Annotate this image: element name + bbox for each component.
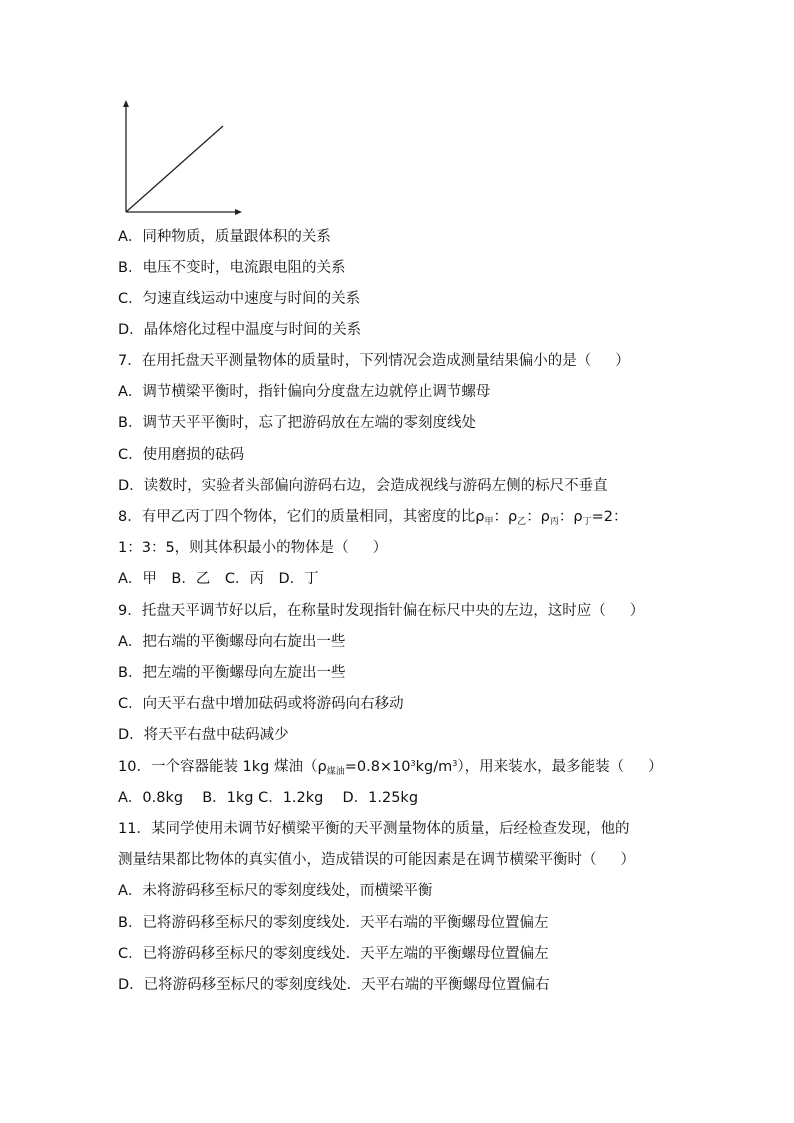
q6-option-c: C．匀速直线运动中速度与时间的关系 (118, 291, 361, 307)
q11-option-a: A．未将游码移至标尺的零刻度线处，而横梁平衡 (118, 883, 433, 899)
q8-stem-line2: 1：3：5，则其体积最小的物体是（ ） (118, 540, 388, 556)
q10-stem: 10．一个容器能装 1kg 煤油$(\rho_{煤油}=0.8\times 10^3kg/m^3)$，用来装水，最多能装（ ） (118, 759, 663, 777)
q8-options: A．甲 B．乙 C．丙 D．丁 (118, 571, 319, 587)
q7-stem: 7．在用托盘天平测量物体的质量时，下列情况会造成测量结果偏小的是（ ） (118, 353, 630, 369)
graph-line (126, 126, 223, 212)
q9-option-b: B．把左端的平衡螺母向左旋出一些 (118, 665, 346, 681)
q7-option-d: D．读数时，实验者头部偏向游码右边，会造成视线与游码左侧的标尺不垂直 (118, 478, 608, 494)
q11-option-c: C．已将游码移至标尺的零刻度线处．天平左端的平衡螺母位置偏左 (118, 946, 549, 962)
q9-stem: 9．托盘天平调节好以后，在称量时发现指针偏在标尺中央的左边，这时应（ ） (118, 603, 645, 619)
q6-option-b: B．电压不变时，电流跟电阻的关系 (118, 260, 346, 276)
q9-option-a: A．把右端的平衡螺母向右旋出一些 (118, 634, 346, 650)
q11-stem-line1: 11．某同学使用未调节好横梁平衡的天平测量物体的质量，后经检查发现，他的 (118, 821, 630, 837)
q11-stem-line2: 测量结果都比物体的真实值小，造成错误的可能因素是在调节横梁平衡时（ ） (118, 852, 635, 868)
y-axis-arrow (123, 100, 129, 107)
q6-option-a: A．同种物质，质量跟体积的关系 (118, 229, 331, 245)
proportional-graph (116, 98, 246, 216)
q10-options: A．0.8kg B．1kg C．1.2kg D．1.25kg (118, 790, 419, 806)
q7-option-a: A．调节横梁平衡时，指针偏向分度盘左边就停止调节螺母 (118, 384, 491, 400)
q7-option-c: C．使用磨损的砝码 (118, 447, 245, 463)
q11-option-d: D．已将游码移至标尺的零刻度线处．天平右端的平衡螺母位置偏右 (118, 977, 550, 993)
q9-option-c: C．向天平右盘中增加砝码或将游码向右移动 (118, 696, 404, 712)
q7-option-b: B．调节天平平衡时，忘了把游码放在左端的零刻度线处 (118, 415, 476, 431)
q11-option-b: B．已将游码移至标尺的零刻度线处．天平右端的平衡螺母位置偏左 (118, 915, 549, 931)
q6-option-d: D．晶体熔化过程中温度与时间的关系 (118, 322, 362, 338)
q8-stem-line1: 8．有甲乙丙丁四个物体，它们的质量相同，其密度的比$\rho_甲$：$\rho_乙$：$\rho_丙$：$\rho_丁=2$： (118, 509, 628, 527)
x-axis-arrow (235, 209, 242, 215)
q9-option-d: D．将天平右盘中砝码减少 (118, 727, 289, 743)
